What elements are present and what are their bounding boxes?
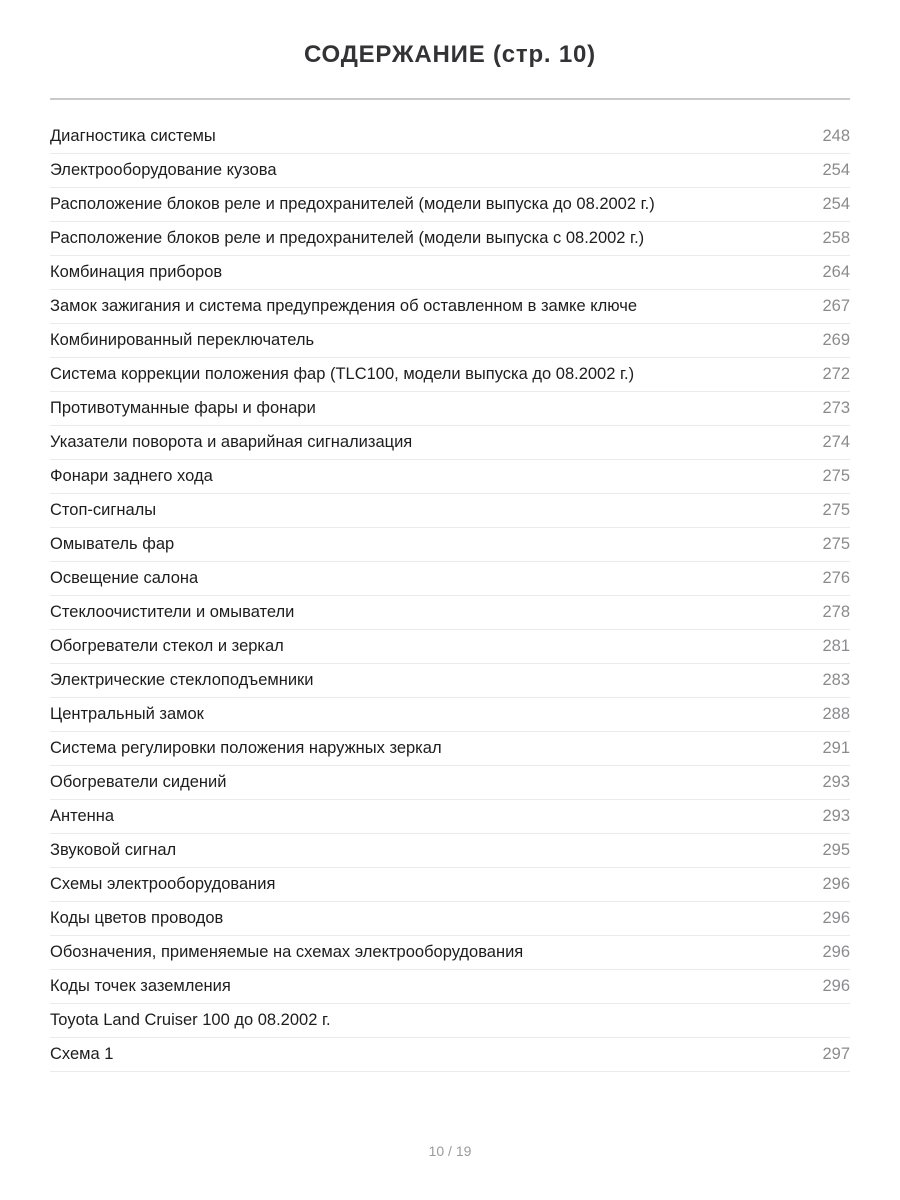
- toc-row: [50, 936, 850, 970]
- toc-entry-page: 269: [822, 331, 850, 349]
- toc-entry-page: 297: [822, 1045, 850, 1063]
- toc-entry-page: 296: [822, 943, 850, 961]
- toc-entry-page: 258: [822, 229, 850, 247]
- toc-entry-page: 275: [822, 501, 850, 519]
- toc-entry-page: 254: [822, 195, 850, 213]
- toc-row: [50, 562, 850, 596]
- toc-entry-page: 281: [822, 637, 850, 655]
- toc-entry-label: Система коррекции положения фар (TLC100, модели выпуска до 08.2002 г.): [50, 365, 635, 383]
- toc-row: [50, 154, 850, 188]
- toc-entry-label: Toyota Land Cruiser 100 до 08.2002 г.: [50, 1011, 331, 1029]
- toc-entry-label: Диагностика системы: [50, 127, 216, 145]
- toc-row: [50, 834, 850, 868]
- toc-row: [50, 1004, 850, 1038]
- title-divider: [50, 98, 850, 100]
- toc-entry-page: 248: [822, 127, 850, 145]
- toc-entry-page: 288: [822, 705, 850, 723]
- toc-row: [50, 766, 850, 800]
- toc-entry-label: Электрические стеклоподъемники: [50, 671, 314, 689]
- toc-row: [50, 902, 850, 936]
- toc-entry-label: Расположение блоков реле и предохранителей (модели выпуска с 08.2002 г.): [50, 229, 645, 247]
- toc-row: [50, 256, 850, 290]
- toc-row: [50, 222, 850, 256]
- toc-row: [50, 800, 850, 834]
- toc-entry-label: Стоп-сигналы: [50, 501, 157, 519]
- toc-row: [50, 698, 850, 732]
- page-indicator: 10 / 19: [428, 1143, 472, 1159]
- toc-entry-label: Указатели поворота и аварийная сигнализация: [50, 433, 413, 451]
- toc-entry-label: Комбинированный переключатель: [50, 331, 315, 349]
- toc-entry-label: Омыватель фар: [50, 535, 175, 553]
- toc-entry-label: Фонари заднего хода: [50, 467, 213, 485]
- toc-entry-page: 273: [822, 399, 850, 417]
- toc-entry-page: 276: [822, 569, 850, 587]
- toc-entry-page: 267: [822, 297, 850, 315]
- toc-entry-label: Обогреватели сидений: [50, 773, 227, 791]
- toc-entry-page: 283: [822, 671, 850, 689]
- toc-entry-page: 272: [822, 365, 850, 383]
- toc-entry-page: 296: [822, 909, 850, 927]
- toc-row: [50, 188, 850, 222]
- toc-entry-label: Электрооборудование кузова: [50, 161, 277, 179]
- toc-row: [50, 732, 850, 766]
- toc-row: [50, 392, 850, 426]
- toc-entry-label: Схемы электрооборудования: [50, 875, 276, 893]
- toc-entry-label: Расположение блоков реле и предохранителей (модели выпуска до 08.2002 г.): [50, 195, 655, 213]
- toc-entry-page: 254: [822, 161, 850, 179]
- page-title: СОДЕРЖАНИЕ (стр. 10): [304, 41, 596, 68]
- toc-row: [50, 460, 850, 494]
- toc-entry-page: 274: [822, 433, 850, 451]
- toc-entry-label: Звуковой сигнал: [50, 841, 177, 859]
- toc-entry-label: Освещение салона: [50, 569, 199, 587]
- toc-row: [50, 494, 850, 528]
- toc-entry-page: 264: [822, 263, 850, 281]
- toc-entry-label: Центральный замок: [50, 705, 204, 723]
- toc-entry-page: 275: [822, 467, 850, 485]
- toc-entry-label: Коды точек заземления: [50, 977, 231, 995]
- toc-row: [50, 120, 850, 154]
- toc-row: [50, 630, 850, 664]
- toc-row: [50, 324, 850, 358]
- toc-row: [50, 528, 850, 562]
- toc-entry-label: Обозначения, применяемые на схемах электрооборудования: [50, 943, 524, 961]
- toc-entry-label: Система регулировки положения наружных зеркал: [50, 739, 442, 757]
- toc-entry-page: 275: [822, 535, 850, 553]
- toc-entry-page: 295: [822, 841, 850, 859]
- toc-entry-page: 291: [822, 739, 850, 757]
- toc-row: [50, 970, 850, 1004]
- toc-entry-page: 296: [822, 977, 850, 995]
- toc-row: [50, 664, 850, 698]
- toc-entry-label: Стеклоочистители и омыватели: [50, 603, 295, 621]
- toc-row: [50, 426, 850, 460]
- toc-list: [50, 120, 850, 1072]
- toc-entry-label: Антенна: [50, 807, 115, 825]
- toc-entry-label: Противотуманные фары и фонари: [50, 399, 316, 417]
- toc-entry-label: Схема 1: [50, 1045, 114, 1063]
- toc-entry-label: Комбинация приборов: [50, 263, 223, 281]
- toc-row: [50, 358, 850, 392]
- toc-entry-page: 293: [822, 807, 850, 825]
- toc-row: [50, 868, 850, 902]
- toc-entry-label: Коды цветов проводов: [50, 909, 224, 927]
- toc-row: [50, 1038, 850, 1072]
- toc-row: [50, 290, 850, 324]
- toc-entry-page: 278: [822, 603, 850, 621]
- toc-entry-label: Замок зажигания и система предупреждения об оставленном в замке ключе: [50, 297, 638, 315]
- toc-entry-label: Обогреватели стекол и зеркал: [50, 637, 284, 655]
- toc-entry-page: 293: [822, 773, 850, 791]
- toc-row: [50, 596, 850, 630]
- toc-entry-page: 296: [822, 875, 850, 893]
